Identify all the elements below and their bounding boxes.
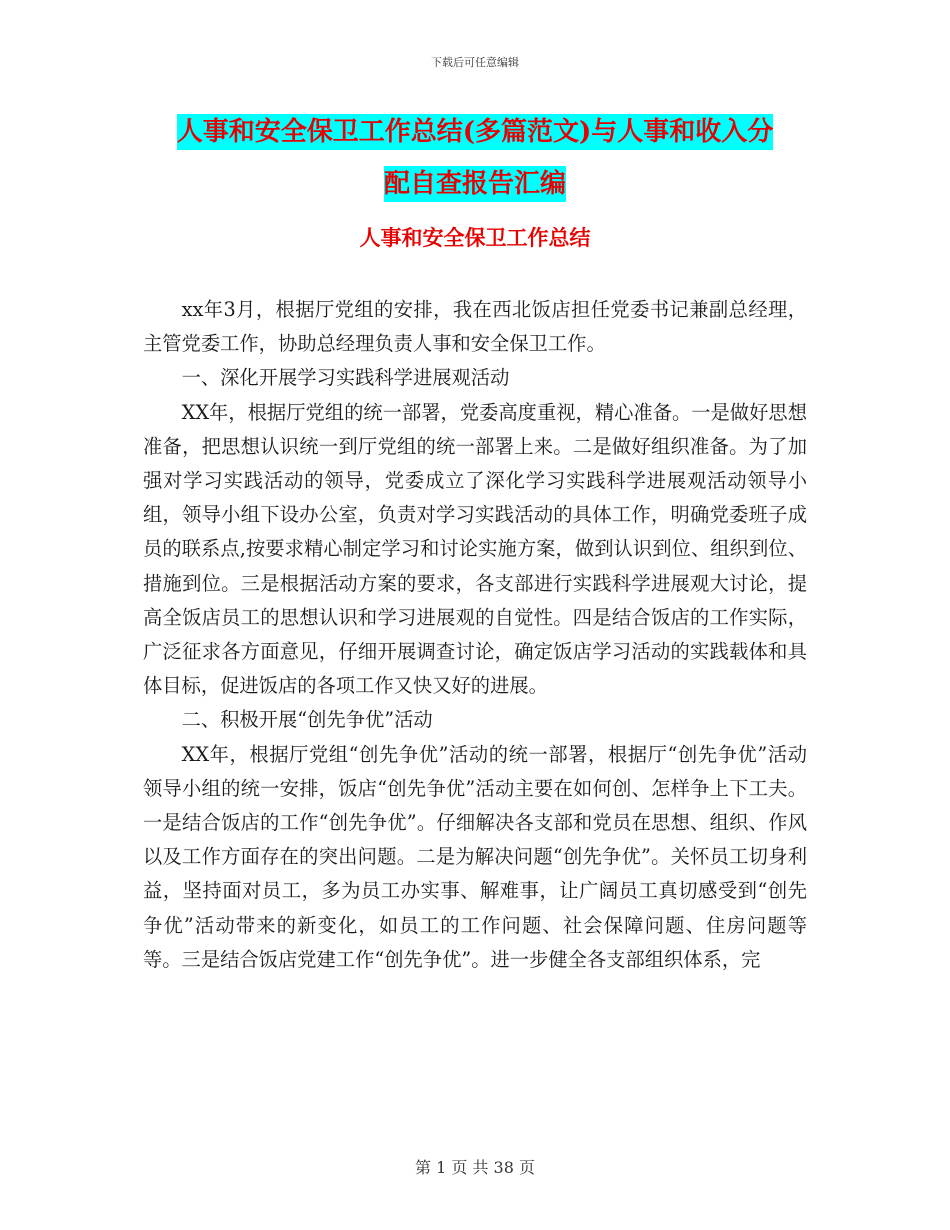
document-title bbox=[143, 106, 807, 210]
paragraph-intro: xx年3月，根据厅党组的安排，我在西北饭店担任党委书记兼副总经理，主管党委工作，协助总经理负责人事和安全保卫工作。 bbox=[143, 298, 807, 356]
header-note: 下载后可任意编辑 bbox=[431, 56, 519, 69]
heading-part-2: 二、积极开展“创先争优”活动 bbox=[181, 708, 433, 732]
document-body bbox=[143, 293, 807, 977]
paragraph-part-1: XX年，根据厅党组的统一部署，党委高度重视，精心准备。一是做好思想准备，把思想认识统一到厅党组的统一部署上来。二是做好组织准备。为了加强对学习实践活动的领导，党委成立了深化学习实践科学进展观活动领导小组，领导小组下设办公室，负责对学习实践活动的具体工作，明确党委班子成员的联系点,按要求精心制定学习和讨论实施方案，做到认识到位、组织到位、措施到位。三是根据活动方案的要求，各支部进行实践科学进展观大讨论，提高全饭店员工的思想认识和学习进展观的自觉性。四是结合饭店的工作实际，广泛征求各方面意见，仔细开展调查讨论，确定饭店学习活动的实践载体和具体目标，促进饭店的各项工作又快又好的进展。 bbox=[143, 400, 807, 698]
page-number: 第 1 页 共 38 页 bbox=[415, 1158, 535, 1177]
document-title-line-2: 配自查报告汇编 bbox=[384, 166, 566, 202]
heading-part-1: 一、深化开展学习实践科学进展观活动 bbox=[181, 366, 510, 390]
document-title-line-1: 人事和安全保卫工作总结(多篇范文)与人事和收入分 bbox=[177, 114, 774, 150]
paragraph-part-2: XX年，根据厅党组“创先争优”活动的统一部署，根据厅“创先争优”活动领导小组的统一安排，饭店“创先争优”活动主要在如何创、怎样争上下工夫。一是结合饭店的工作“创先争优”。仔细解决各支部和党员在思想、组织、作风以及工作方面存在的突出问题。二是为解决问题“创先争优”。关怀员工切身利益，坚持面对员工，多为员工办实事、解难事，让广阔员工真切感受到“创先争优”活动带来的新变化，如员工的工作问题、社会保障问题、住房问题等等。三是结合饭店党建工作“创先争优”。进一步健全各支部组织体系，完 bbox=[143, 742, 807, 971]
section-title: 人事和安全保卫工作总结 bbox=[359, 225, 591, 250]
